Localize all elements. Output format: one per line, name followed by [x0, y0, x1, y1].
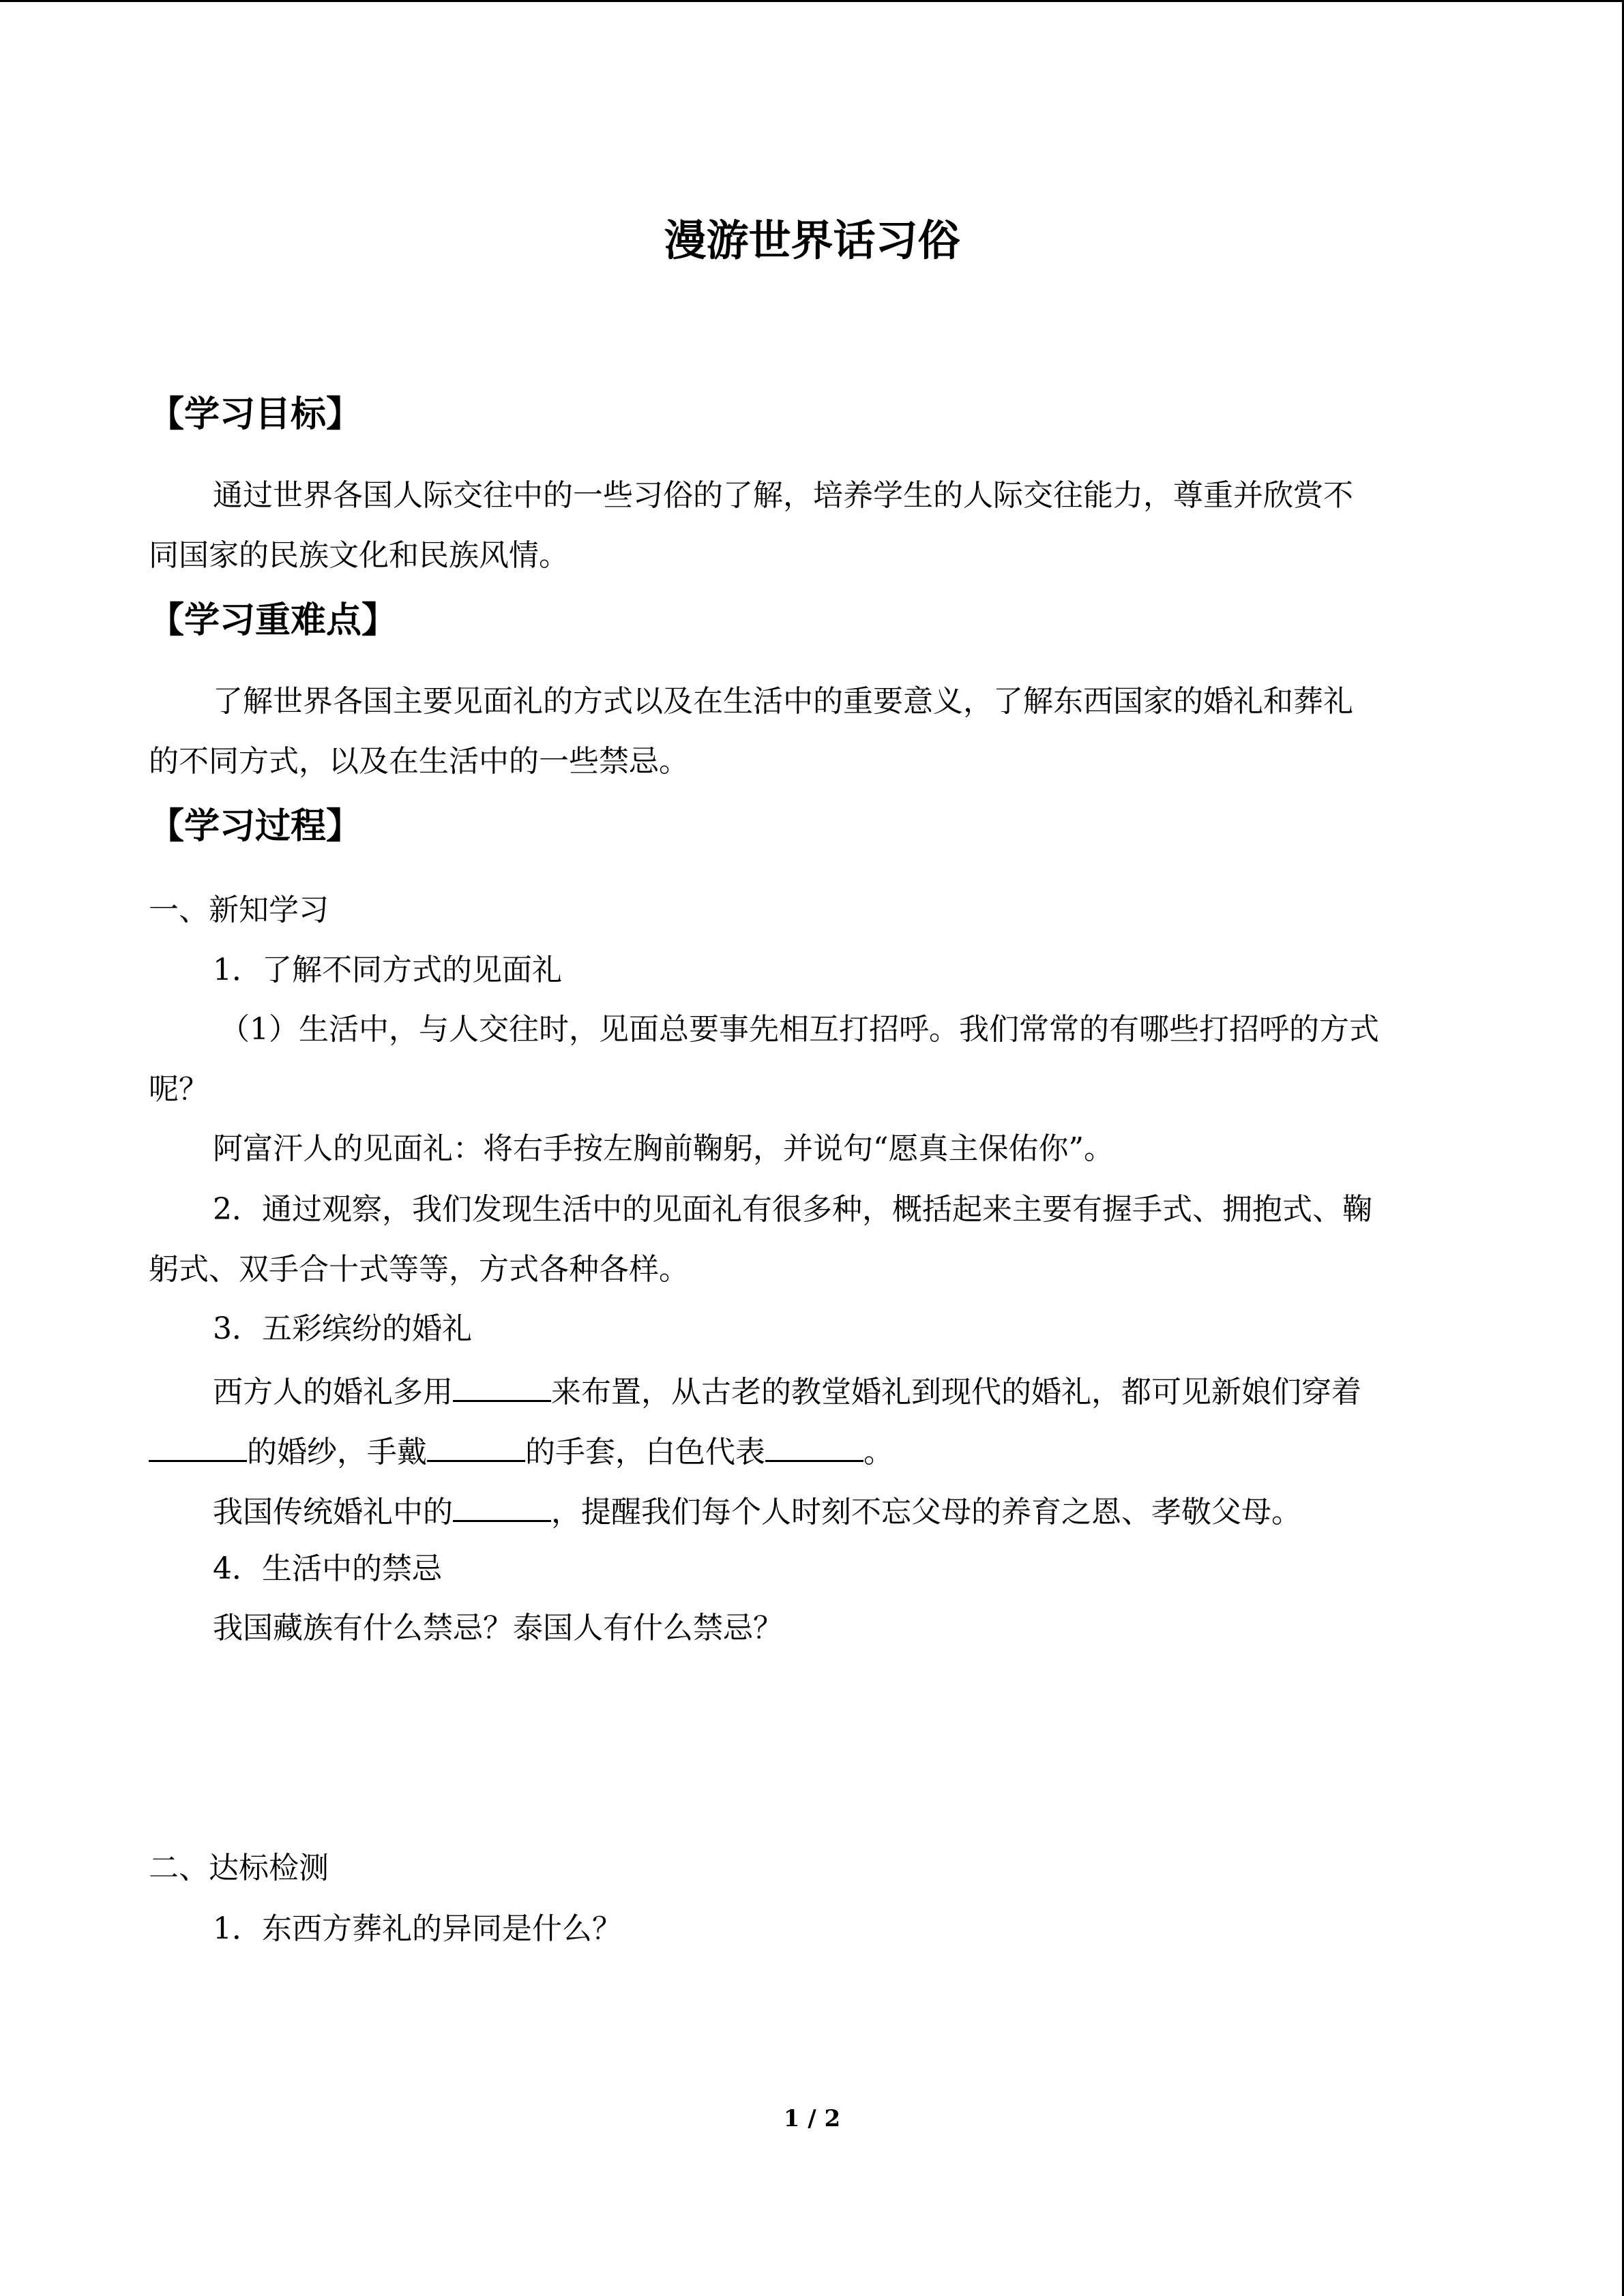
process-heading: 【学习过程】	[149, 806, 362, 847]
item1-title: 1．了解不同方式的见面礼	[213, 953, 562, 987]
item4-question: 我国藏族有什么禁忌？泰国人有什么禁忌？	[213, 1611, 783, 1645]
fill-blank-5[interactable]	[453, 1489, 551, 1522]
item1-question-line1: （1）生活中，与人交往时，见面总要事先相互打招呼。我们常常的有哪些打招呼的方式	[220, 1012, 1379, 1047]
fill-blank-1[interactable]	[453, 1369, 551, 1402]
objectives-heading: 【学习目标】	[149, 394, 362, 435]
key-points-text-line1: 了解世界各国主要见面礼的方式以及在生活中的重要意义，了解东西国家的婚礼和葬礼	[213, 684, 1353, 719]
key-points-heading: 【学习重难点】	[149, 600, 398, 641]
part2-title: 二、达标检测	[149, 1851, 329, 1885]
key-points-text-line2: 的不同方式，以及在生活中的一些禁忌。	[149, 744, 689, 779]
item1-example: 阿富汗人的见面礼：将右手按左胸前鞠躬，并说句“愿真主保佑你”。	[213, 1131, 1114, 1166]
item3-fill-line-c	[213, 1489, 1301, 1533]
item3-fill-line-b	[149, 1429, 894, 1473]
item3-a-prefix: 西方人的婚礼多用	[213, 1375, 453, 1410]
objectives-text-line1: 通过世界各国人际交往中的一些习俗的了解，培养学生的人际交往能力，尊重并欣赏不	[213, 478, 1353, 513]
part1-title: 一、新知学习	[149, 893, 329, 927]
item3-b-text2: 的手套，白色代表	[525, 1435, 765, 1470]
objectives-text-line2: 同国家的民族文化和民族风情。	[149, 538, 569, 573]
item3-c-suffix: ，提醒我们每个人时刻不忘父母的养育之恩、孝敬父母。	[551, 1495, 1301, 1530]
page-title: 漫游世界话习俗	[664, 215, 960, 265]
item1-question-line2: 呢？	[149, 1072, 209, 1107]
item4-title: 4．生活中的禁忌	[213, 1551, 442, 1586]
page-number: 1 / 2	[783, 2105, 841, 2132]
item3-title: 3．五彩缤纷的婚礼	[213, 1311, 472, 1346]
item3-a-suffix: 来布置，从古老的教堂婚礼到现代的婚礼，都可见新娘们穿着	[551, 1375, 1361, 1410]
item3-c-prefix: 我国传统婚礼中的	[213, 1495, 453, 1530]
fill-blank-3[interactable]	[427, 1429, 525, 1462]
item3-b-text1: 的婚纱，手戴	[247, 1435, 427, 1470]
item2-line2: 躬式、双手合十式等等，方式各种各样。	[149, 1252, 689, 1287]
item3-b-end: 。	[863, 1435, 894, 1470]
test-question-1: 1．东西方葬礼的异同是什么？	[213, 1911, 622, 1946]
item2-line1: 2．通过观察，我们发现生活中的见面礼有很多种，概括起来主要有握手式、拥抱式、鞠	[213, 1192, 1372, 1227]
fill-blank-4[interactable]	[765, 1429, 863, 1462]
fill-blank-2[interactable]	[149, 1429, 247, 1462]
item3-fill-line-a	[213, 1369, 1361, 1413]
